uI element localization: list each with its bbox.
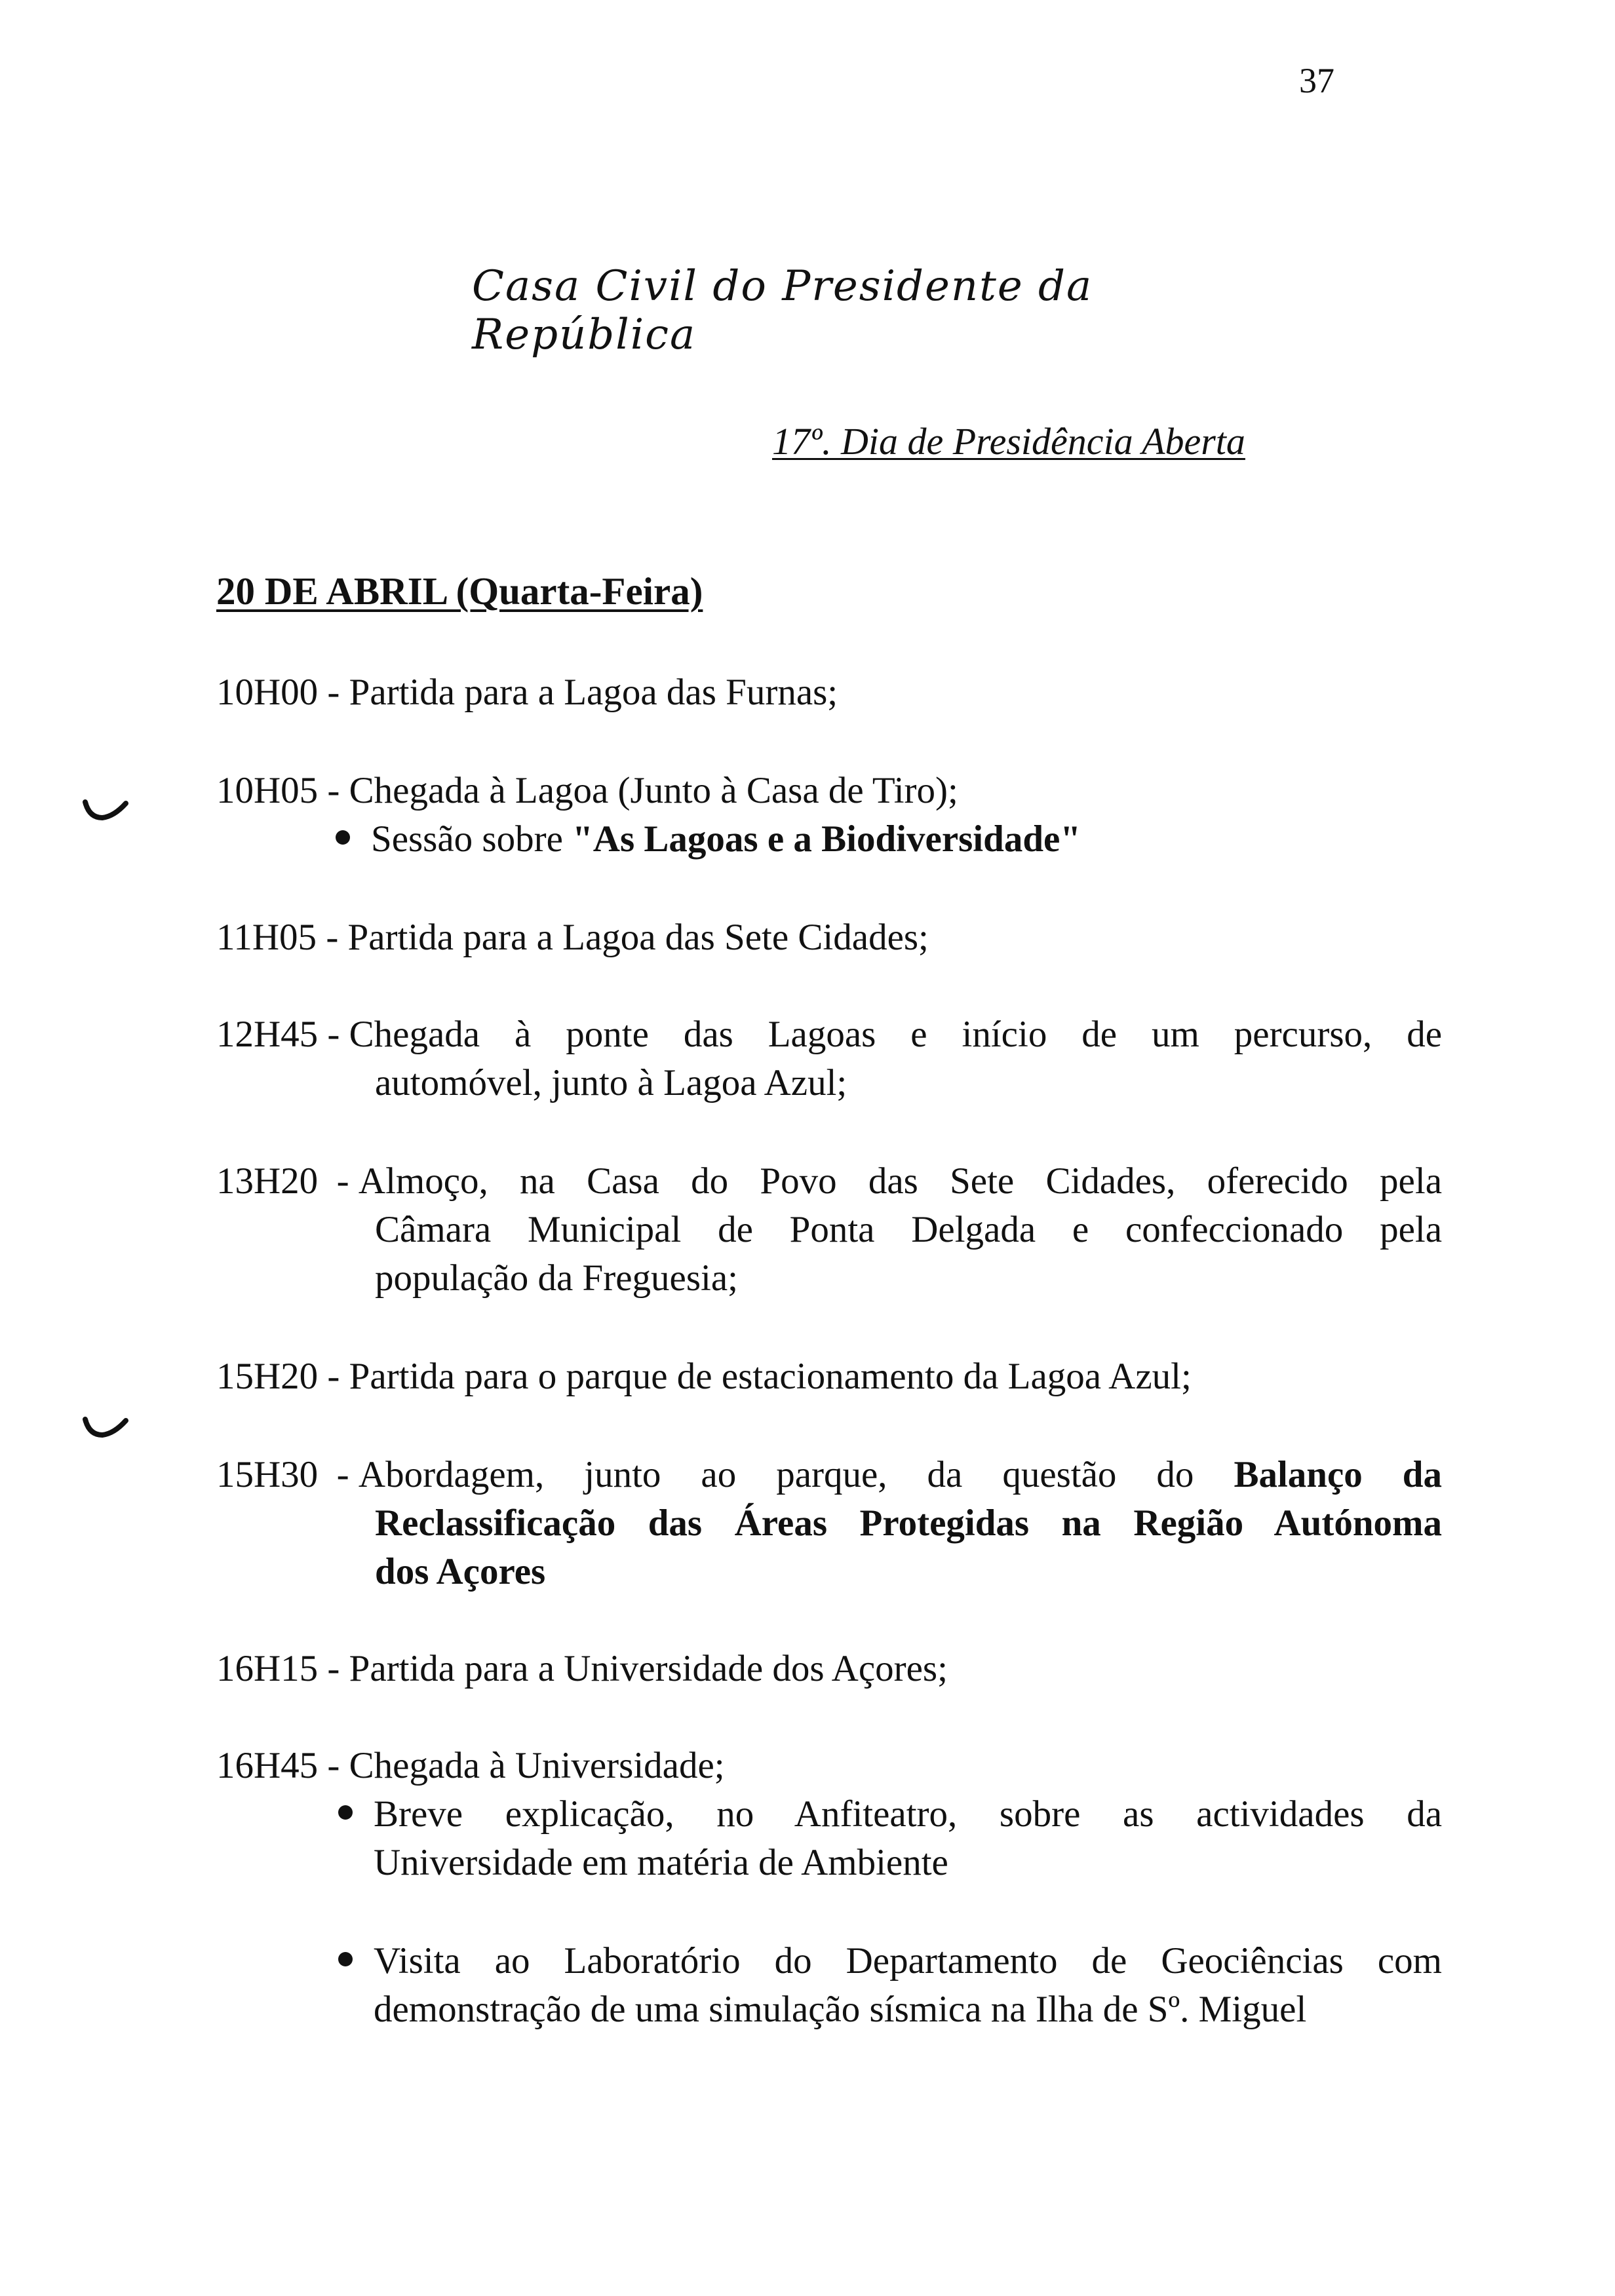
letterhead: Casa Civil do Presidente da República xyxy=(472,262,1093,359)
schedule-entry xyxy=(216,1742,1442,2034)
bullet-text: Breve explicação, no Anfiteatro, sobre as actividades da xyxy=(374,1793,1442,1835)
entry-time: 15H30 xyxy=(216,1454,319,1495)
schedule-entry xyxy=(216,1352,1442,1401)
entry-text: Abordagem, junto ao parque, da questão do xyxy=(358,1454,1234,1495)
entry-text: Almoço, na Casa do Povo das Sete Cidades, oferecido pela xyxy=(358,1160,1442,1202)
entry-text: Partida para o parque de estacionamento da Lagoa Azul; xyxy=(349,1356,1192,1397)
entry-text-continued: automóvel, junto à Lagoa Azul; xyxy=(375,1062,847,1103)
date-heading: 20 DE ABRIL (Quarta-Feira) xyxy=(216,569,703,613)
entry-bold-text: Reclassificação das Áreas Protegidas na Região Autónoma xyxy=(375,1502,1442,1544)
check-mark-icon xyxy=(83,1415,128,1442)
entry-time: 16H45 xyxy=(216,1745,319,1786)
schedule-entry xyxy=(216,1010,1442,1107)
entry-text: Partida para a Lagoa das Sete Cidades; xyxy=(347,917,929,958)
schedule-entry xyxy=(216,1157,1442,1303)
entry-text-continued: Câmara Municipal de Ponta Delgada e confeccionado pela xyxy=(375,1209,1442,1250)
schedule-entry xyxy=(216,767,1442,864)
entry-separator: - xyxy=(318,1454,359,1495)
bullet-bold-text: "As Lagoas e a Biodiversidade" xyxy=(572,818,1081,860)
schedule-entry xyxy=(216,1645,1442,1693)
entry-time: 11H05 xyxy=(216,917,317,958)
entry-separator: - xyxy=(318,1745,349,1786)
entry-separator: - xyxy=(318,770,349,811)
bullet-text-continued: Universidade em matéria de Ambiente xyxy=(374,1842,948,1883)
entry-time: 10H05 xyxy=(216,770,319,811)
entry-time: 15H20 xyxy=(216,1356,319,1397)
entry-text: Partida para a Lagoa das Furnas; xyxy=(349,672,838,713)
page-number: 37 xyxy=(1299,61,1334,100)
bullet-item xyxy=(216,1937,1442,2034)
bullet-text: Visita ao Laboratório do Departamento de Geociências com xyxy=(374,1940,1442,1981)
day-title: 17º. Dia de Presidência Aberta xyxy=(772,420,1245,463)
entry-text: Chegada à Universidade; xyxy=(349,1745,725,1786)
entry-text-continued: população da Freguesia; xyxy=(375,1257,738,1299)
entry-text: Partida para a Universidade dos Açores; xyxy=(349,1648,948,1689)
bullet-item xyxy=(216,1790,1442,1887)
bullet-item xyxy=(216,815,1442,864)
bullet-dot-icon xyxy=(338,1805,353,1820)
bullet-dot-icon xyxy=(336,830,350,845)
entry-separator: - xyxy=(318,1160,359,1202)
bullet-text-continued: demonstração de uma simulação sísmica na Ilha de Sº. Miguel xyxy=(374,1989,1307,2030)
entry-time: 16H15 xyxy=(216,1648,319,1689)
entry-time: 13H20 xyxy=(216,1160,319,1202)
entry-separator: - xyxy=(317,917,348,958)
entry-time: 10H00 xyxy=(216,672,319,713)
entry-bold-text: Balanço da xyxy=(1234,1454,1442,1495)
entry-time: 12H45 xyxy=(216,1014,319,1055)
entry-bold-text: dos Açores xyxy=(375,1551,546,1592)
bullet-text: Sessão sobre xyxy=(371,818,573,860)
entry-separator: - xyxy=(318,1356,349,1397)
entry-separator: - xyxy=(318,1014,349,1055)
schedule-entry xyxy=(216,1451,1442,1596)
check-mark-icon xyxy=(83,798,128,824)
entry-separator: - xyxy=(318,672,349,713)
bullet-dot-icon xyxy=(338,1952,353,1966)
schedule-entry xyxy=(216,913,1442,962)
schedule-entry xyxy=(216,668,1442,717)
entry-text: Chegada à Lagoa (Junto à Casa de Tiro); xyxy=(349,770,958,811)
entry-separator: - xyxy=(318,1648,349,1689)
entry-text: Chegada à ponte das Lagoas e início de um percurso, de xyxy=(349,1014,1442,1055)
